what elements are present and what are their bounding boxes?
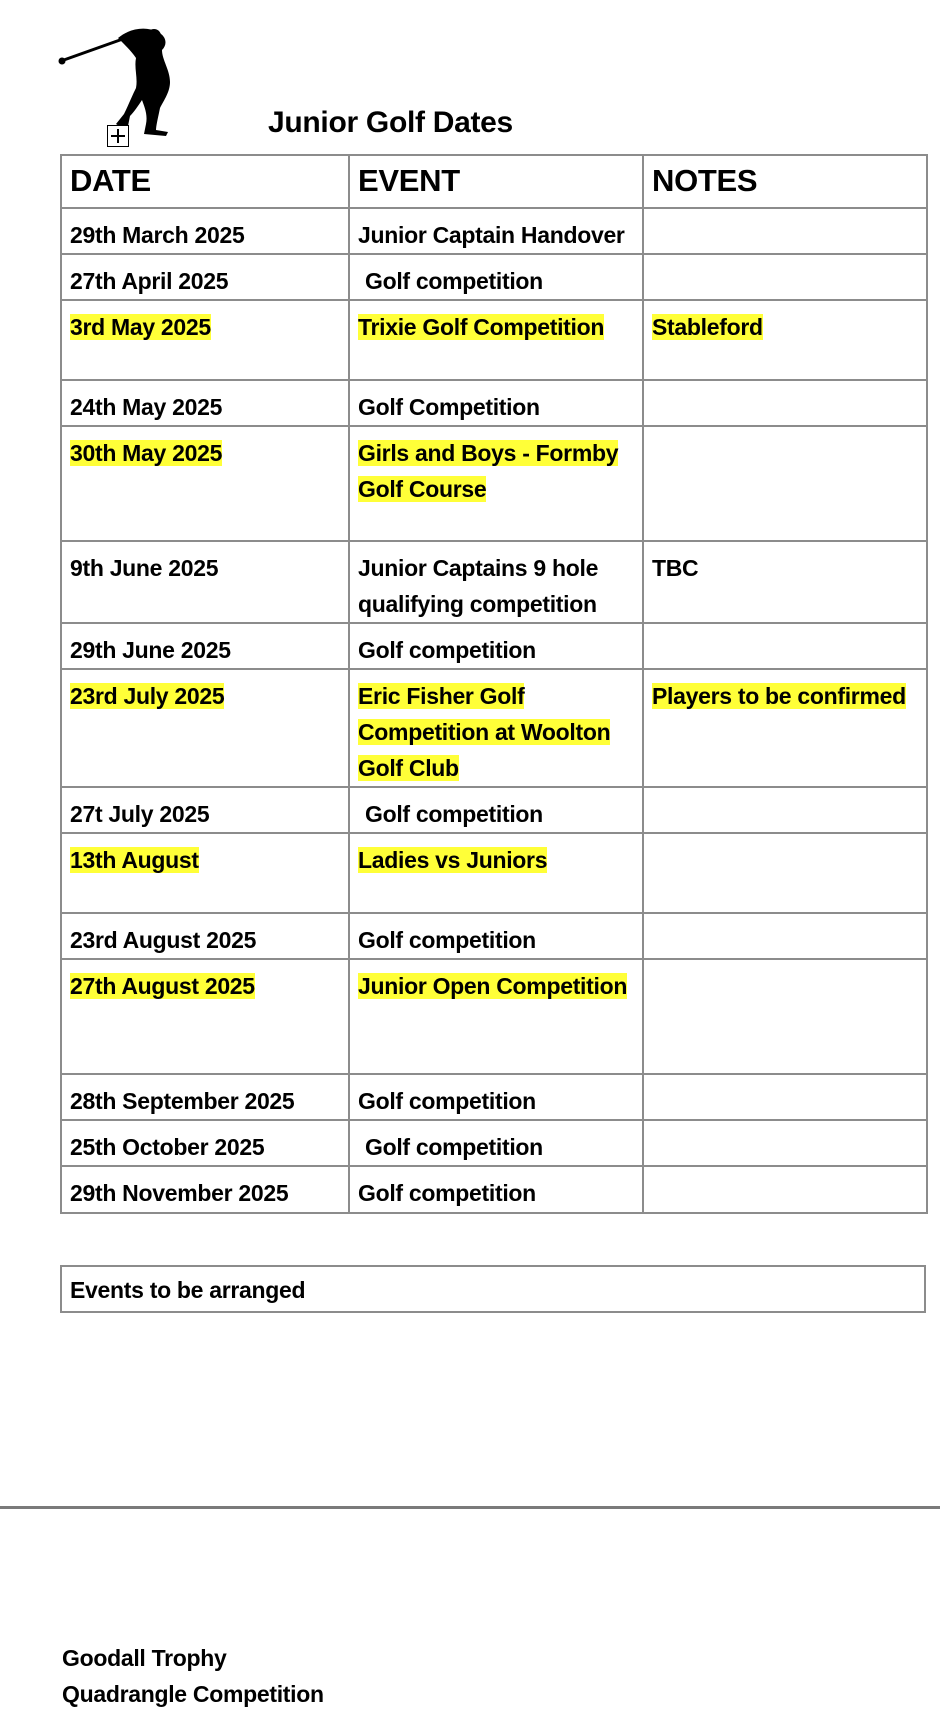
table-move-handle-icon[interactable] <box>107 125 129 147</box>
table-row <box>61 254 927 300</box>
cell-date <box>61 254 349 300</box>
cell-date <box>61 1120 349 1166</box>
notes-text: TBC <box>652 555 699 581</box>
cell-event <box>349 208 643 254</box>
cell-date <box>61 959 349 1074</box>
cell-event <box>349 623 643 669</box>
cell-event <box>349 426 643 541</box>
header-date: DATE <box>61 155 349 208</box>
cell-event <box>349 1120 643 1166</box>
cell-notes <box>643 833 927 913</box>
cell-notes <box>643 959 927 1074</box>
event-text: Junior Captains 9 hole qualifying competition <box>358 555 599 617</box>
date-text: 23rd August 2025 <box>70 927 257 953</box>
golfer-logo-icon <box>58 26 178 136</box>
cell-date <box>61 669 349 787</box>
date-text: 9th June 2025 <box>70 555 219 581</box>
table-row <box>61 541 927 623</box>
cell-date <box>61 623 349 669</box>
event-text: Junior Open Competition <box>358 973 628 999</box>
cell-event <box>349 959 643 1074</box>
table-row <box>61 380 927 426</box>
cell-event <box>349 669 643 787</box>
event-text: Golf competition <box>358 1088 536 1114</box>
cell-notes <box>643 669 927 787</box>
table-row <box>61 959 927 1074</box>
event-text: Junior Captain Handover <box>358 222 625 248</box>
cell-event <box>349 300 643 380</box>
event-text: Eric Fisher Golf Competition at Woolton Golf Club <box>358 683 611 781</box>
table-header-row <box>61 155 927 208</box>
cell-notes <box>643 426 927 541</box>
notes-text: Players to be confirmed <box>652 683 906 709</box>
table-row <box>61 208 927 254</box>
event-text: Golf competition <box>365 1134 543 1160</box>
cell-event <box>349 787 643 833</box>
date-text: 27th August 2025 <box>70 973 255 999</box>
table-row <box>61 300 927 380</box>
notes-text: Stableford <box>652 314 763 340</box>
table-row <box>61 669 927 787</box>
event-text: Ladies vs Juniors <box>358 847 548 873</box>
golf-dates-table <box>60 154 928 1214</box>
date-text: 13th August <box>70 847 199 873</box>
event-text: Golf competition <box>358 1180 536 1206</box>
cell-notes <box>643 913 927 959</box>
table-row <box>61 426 927 541</box>
cell-notes <box>643 623 927 669</box>
date-text: 29th June 2025 <box>70 637 231 663</box>
date-text: 29th March 2025 <box>70 222 245 248</box>
date-text: 29th November 2025 <box>70 1180 289 1206</box>
page-divider <box>0 1506 940 1509</box>
date-text: 27t July 2025 <box>70 801 210 827</box>
cell-date <box>61 913 349 959</box>
cell-notes <box>643 1074 927 1120</box>
cell-event <box>349 913 643 959</box>
cell-date <box>61 1166 349 1213</box>
cell-notes <box>643 300 927 380</box>
page-title: Junior Golf Dates <box>268 106 513 139</box>
cell-date <box>61 426 349 541</box>
header-notes: NOTES <box>643 155 927 208</box>
cell-date <box>61 1074 349 1120</box>
cell-date <box>61 787 349 833</box>
cell-event <box>349 541 643 623</box>
table-row <box>61 913 927 959</box>
table-row <box>61 787 927 833</box>
cell-date <box>61 380 349 426</box>
footer-line-quadrangle: Quadrangle Competition <box>62 1681 324 1707</box>
cell-date <box>61 541 349 623</box>
date-text: 28th September 2025 <box>70 1088 295 1114</box>
event-text: Golf competition <box>365 801 543 827</box>
event-text: Golf Competition <box>358 394 540 420</box>
table-row <box>61 833 927 913</box>
date-text: 25th October 2025 <box>70 1134 265 1160</box>
cell-event <box>349 380 643 426</box>
header-event: EVENT <box>349 155 643 208</box>
date-text: 24th May 2025 <box>70 394 223 420</box>
cell-date <box>61 833 349 913</box>
table-row <box>61 1120 927 1166</box>
table-row <box>61 623 927 669</box>
cell-event <box>349 1074 643 1120</box>
date-text: 27th April 2025 <box>70 268 229 294</box>
footer-line-goodall: Goodall Trophy <box>62 1645 227 1671</box>
event-text: Golf competition <box>358 637 536 663</box>
events-box-label: Events to be arranged <box>70 1277 306 1303</box>
cell-event <box>349 254 643 300</box>
cell-notes <box>643 1120 927 1166</box>
cell-date <box>61 300 349 380</box>
cell-notes <box>643 541 927 623</box>
cell-event <box>349 833 643 913</box>
cell-notes <box>643 1166 927 1213</box>
cell-notes <box>643 787 927 833</box>
date-text: 3rd May 2025 <box>70 314 211 340</box>
cell-event <box>349 1166 643 1213</box>
event-text: Girls and Boys - Formby Golf Course <box>358 440 619 502</box>
cell-notes <box>643 208 927 254</box>
event-text: Trixie Golf Competition <box>358 314 605 340</box>
event-text: Golf competition <box>358 927 536 953</box>
date-text: 30th May 2025 <box>70 440 223 466</box>
table-row <box>61 1166 927 1213</box>
table-row <box>61 1074 927 1120</box>
cell-date <box>61 208 349 254</box>
cell-notes <box>643 380 927 426</box>
cell-notes <box>643 254 927 300</box>
date-text: 23rd July 2025 <box>70 683 225 709</box>
events-to-be-arranged-box <box>60 1265 926 1313</box>
event-text: Golf competition <box>365 268 543 294</box>
